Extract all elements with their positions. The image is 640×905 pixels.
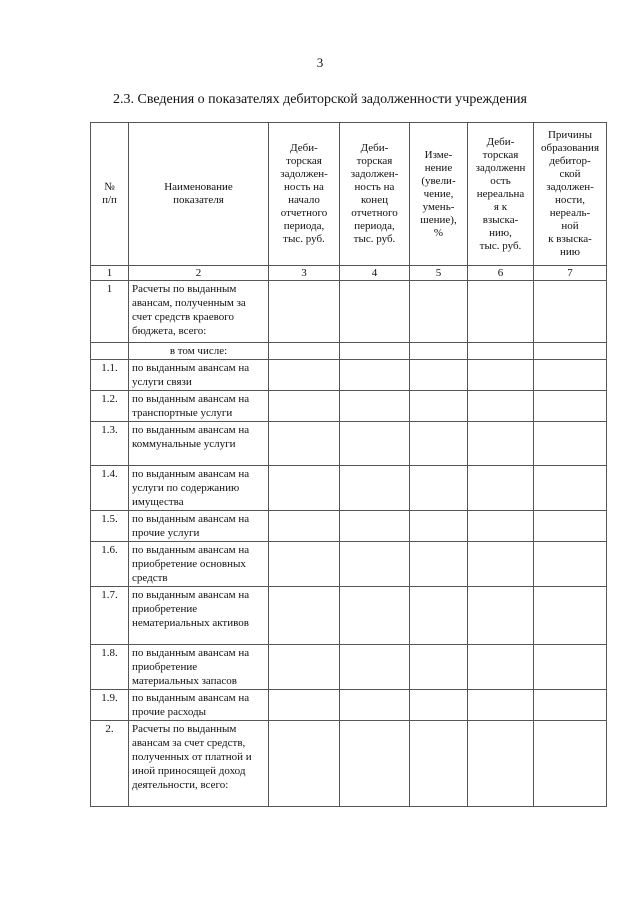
cell-change-percent <box>410 721 468 807</box>
cell-unrecoverable-reasons <box>534 542 607 587</box>
row-subheading: в том числе: <box>129 343 269 360</box>
cell-unrecoverable-reasons <box>534 360 607 391</box>
row-number: 1.1. <box>91 360 129 391</box>
cell-debt-end <box>340 360 410 391</box>
table-row <box>91 281 607 343</box>
column-index: 3 <box>269 266 340 281</box>
table-row <box>91 511 607 542</box>
cell-debt-end <box>340 422 410 466</box>
table-row <box>91 343 607 360</box>
column-index: 6 <box>468 266 534 281</box>
table-row <box>91 587 607 645</box>
table-row <box>91 721 607 807</box>
cell-debt-end <box>340 587 410 645</box>
cell-unrecoverable-reasons <box>534 281 607 343</box>
cell-unrecoverable-reasons <box>534 422 607 466</box>
column-index: 7 <box>534 266 607 281</box>
column-index: 2 <box>129 266 269 281</box>
cell-debt-end <box>340 645 410 690</box>
row-number: 2. <box>91 721 129 807</box>
cell-unrecoverable-reasons <box>534 466 607 511</box>
table-row <box>91 391 607 422</box>
cell-unrecoverable-debt <box>468 466 534 511</box>
row-indicator-name: по выданным авансам на услуги связи <box>129 360 269 391</box>
table-header-row <box>91 123 607 266</box>
cell-debt-start <box>269 542 340 587</box>
cell-debt-start <box>269 645 340 690</box>
cell-debt-end <box>340 391 410 422</box>
cell-debt-end <box>340 343 410 360</box>
cell-debt-start <box>269 466 340 511</box>
cell-change-percent <box>410 422 468 466</box>
cell-change-percent <box>410 360 468 391</box>
cell-debt-end <box>340 466 410 511</box>
cell-unrecoverable-debt <box>468 721 534 807</box>
cell-debt-start <box>269 343 340 360</box>
cell-debt-end <box>340 690 410 721</box>
cell-unrecoverable-reasons <box>534 511 607 542</box>
table-row <box>91 645 607 690</box>
cell-unrecoverable-debt <box>468 360 534 391</box>
row-number: 1 <box>91 281 129 343</box>
cell-unrecoverable-debt <box>468 645 534 690</box>
table-row <box>91 690 607 721</box>
row-indicator-name: Расчеты по выданным авансам за счет средств, полученных от платной и иной приносящей доход деятельности, всего: <box>129 721 269 807</box>
row-indicator-name: Расчеты по выданным авансам, полученным за счет средств краевого бюджета, всего: <box>129 281 269 343</box>
header-unrecoverable-debt: Деби- торская задолженн ость нереальна я к взыска- нию, тыс. руб. <box>468 123 534 266</box>
cell-debt-end <box>340 721 410 807</box>
cell-change-percent <box>410 645 468 690</box>
row-number: 1.7. <box>91 587 129 645</box>
table-row <box>91 422 607 466</box>
row-number: 1.9. <box>91 690 129 721</box>
row-number: 1.6. <box>91 542 129 587</box>
row-indicator-name: по выданным авансам на прочие расходы <box>129 690 269 721</box>
cell-debt-start <box>269 391 340 422</box>
cell-debt-start <box>269 587 340 645</box>
cell-change-percent <box>410 587 468 645</box>
cell-debt-end <box>340 281 410 343</box>
cell-debt-start <box>269 360 340 391</box>
row-indicator-name: по выданным авансам на транспортные услуги <box>129 391 269 422</box>
row-number: 1.8. <box>91 645 129 690</box>
header-change-percent: Изме- нение (увели- чение, умень- шение), % <box>410 123 468 266</box>
header-debt-end: Деби- торская задолжен- ность на конец отчетного периода, тыс. руб. <box>340 123 410 266</box>
row-indicator-name: по выданным авансам на прочие услуги <box>129 511 269 542</box>
cell-unrecoverable-reasons <box>534 721 607 807</box>
cell-debt-end <box>340 542 410 587</box>
cell-unrecoverable-debt <box>468 281 534 343</box>
cell-change-percent <box>410 466 468 511</box>
cell-change-percent <box>410 690 468 721</box>
cell-unrecoverable-debt <box>468 542 534 587</box>
column-index-row <box>91 266 607 281</box>
header-debt-start: Деби- торская задолжен- ность на начало отчетного периода, тыс. руб. <box>269 123 340 266</box>
page-number: 3 <box>316 55 324 70</box>
table-row <box>91 360 607 391</box>
cell-change-percent <box>410 542 468 587</box>
cell-unrecoverable-reasons <box>534 391 607 422</box>
cell-unrecoverable-reasons <box>534 645 607 690</box>
row-indicator-name: по выданным авансам на приобретение основных средств <box>129 542 269 587</box>
header-unrecoverable-reasons: Причины образования дебитор- ской задолжен- ности, нереаль- ной к взыска- нию <box>534 123 607 266</box>
cell-unrecoverable-debt <box>468 587 534 645</box>
cell-debt-start <box>269 690 340 721</box>
cell-unrecoverable-debt <box>468 511 534 542</box>
row-number: 1.2. <box>91 391 129 422</box>
cell-unrecoverable-debt <box>468 690 534 721</box>
row-number <box>91 343 129 360</box>
cell-change-percent <box>410 391 468 422</box>
row-indicator-name: по выданным авансам на коммунальные услуги <box>129 422 269 466</box>
header-indicator-name: Наименование показателя <box>129 123 269 266</box>
cell-unrecoverable-reasons <box>534 587 607 645</box>
cell-unrecoverable-debt <box>468 422 534 466</box>
section-title: 2.3. Сведения о показателях дебиторской задолженности учреждения <box>113 92 527 107</box>
cell-debt-start <box>269 511 340 542</box>
cell-debt-end <box>340 511 410 542</box>
row-number: 1.4. <box>91 466 129 511</box>
cell-change-percent <box>410 281 468 343</box>
table-row <box>91 466 607 511</box>
row-number: 1.5. <box>91 511 129 542</box>
cell-change-percent <box>410 343 468 360</box>
column-index: 1 <box>91 266 129 281</box>
cell-unrecoverable-debt <box>468 391 534 422</box>
header-row-number: № п/п <box>91 123 129 266</box>
row-indicator-name: по выданным авансам на приобретение материальных запасов <box>129 645 269 690</box>
cell-unrecoverable-reasons <box>534 690 607 721</box>
cell-change-percent <box>410 511 468 542</box>
cell-debt-start <box>269 281 340 343</box>
row-number: 1.3. <box>91 422 129 466</box>
cell-unrecoverable-reasons <box>534 343 607 360</box>
cell-unrecoverable-debt <box>468 343 534 360</box>
column-index: 5 <box>410 266 468 281</box>
cell-debt-start <box>269 721 340 807</box>
receivables-table <box>90 122 607 807</box>
table-row <box>91 542 607 587</box>
row-indicator-name: по выданным авансам на услуги по содержанию имущества <box>129 466 269 511</box>
cell-debt-start <box>269 422 340 466</box>
row-indicator-name: по выданным авансам на приобретение нематериальных активов <box>129 587 269 645</box>
column-index: 4 <box>340 266 410 281</box>
